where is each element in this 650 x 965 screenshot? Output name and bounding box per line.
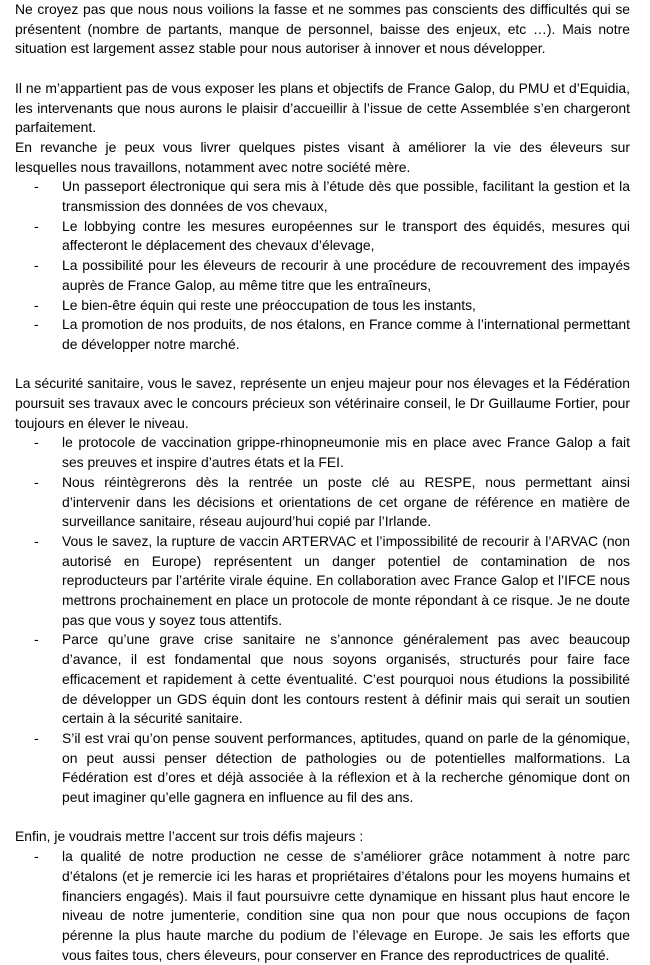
list-item [15, 630, 630, 729]
document-page [15, 0, 630, 965]
list-item [15, 256, 630, 295]
bullet-dash: - [34, 434, 39, 451]
list-item-text: La possibilité pour les éleveurs de recourir à une procédure de recouvrement des impayés auprès de France Galop, au même titre que les entraîneurs, [62, 257, 630, 293]
list-item-text: Le bien-être équin qui reste une préoccupation de tous les instants, [62, 296, 476, 313]
sanitary-paragraph: La sécurité sanitaire, vous le savez, représente un enjeu majeur pour nos élevages et la Fédération poursuit ses travaux avec le concours précieux son vétérinaire conseil, le Dr Guillaume Fortier, pour toujours en élever le niveau. [15, 375, 630, 431]
bullet-dash: - [34, 729, 39, 746]
list-item-text: Vous le savez, la rupture de vaccin ARTERVAC et l’impossibilité de recourir à l’ARVAC (non autorisé en Europe) représentent un danger potentiel de contamination de nos reproducteurs par l’artérite virale équine. En collaboration avec France Galop et l’IFCE nous mettrons prochainement en place un protocole de monte répondant à ce risque. Je ne doute pas que vous y soyez tous attentifs. [62, 532, 630, 628]
breeder-initiatives-list [15, 177, 630, 354]
paragraph-gap [15, 59, 630, 79]
intro-paragraph: Il ne m’appartient pas de vous exposer les plans et objectifs de France Galop, du PMU et d’Equidia, les intervenants que nous aurons le plaisir d’accueillir à l’issue de cette Assemblée s’en chargeront parfaitement. [15, 79, 630, 136]
sanitary-measures-list [15, 433, 630, 807]
list-item-text: Un passeport électronique qui sera mis à l’étude dès que possible, facilitant la gestion et la transmission des données de vos chevaux, [62, 178, 630, 215]
list-item [15, 847, 630, 965]
list-item-text: Nous réintègrerons dès la rentrée un poste clé au RESPE, nous permettant ainsi d’intervenir dans les décisions et orientations de cet organe de référence en matière de surveillance sanitaire, réseau aujourd’hui copié par l’Irlande. [62, 473, 630, 530]
bullet-dash: - [34, 178, 39, 195]
intro-paragraph: Ne croyez pas que nous nous voilions la fasse et ne sommes pas conscients des difficultés qui se présentent (nombre de partants, manque de personnel, baisse des enjeux, etc …). Mais notre situation est largement assez stable pour nous autoriser à innover et nous développer. [15, 1, 630, 57]
list-item-text: La promotion de nos produits, de nos étalons, en France comme à l’international permettant de développer notre marché. [62, 316, 630, 352]
bullet-dash: - [34, 532, 39, 549]
list-item-text: Parce qu’une grave crise sanitaire ne s’annonce généralement pas avec beaucoup d’avance, il est fondamental que nous soyons organisés, structurés pour faire face efficacement et rapidement à cette éventualité. C’est pourquoi nous étudions la possibilité de développer un GDS équin dont les contours restent à définir mais qui serait un soutien certain à la sécurité sanitaire. [62, 631, 630, 727]
list-item [15, 729, 630, 808]
list-item [15, 177, 630, 216]
intro-paragraph: En revanche je peux vous livrer quelques pistes visant à améliorer la vie des éleveurs sur lesquelles nous travaillons, notamment avec notre société mère. [15, 138, 630, 175]
bullet-dash: - [34, 316, 39, 333]
list-item-text: S’il est vrai qu’on pense souvent performances, aptitudes, quand on parle de la génomique, on peut aussi penser détection de pathologies ou de potentielles malformations. La Fédération est d’ores et déjà associée à la réflexion et à la recherche génomique dont on peut imaginer qu’elle gagnera en influence au fil des ans. [62, 729, 630, 806]
bullet-dash: - [34, 473, 39, 490]
list-item-text: Le lobbying contre les mesures européennes sur le transport des équidés, mesures qui affecteront le déplacement des chevaux d’élevage, [62, 217, 630, 254]
list-item [15, 433, 630, 472]
challenges-paragraph: Enfin, je voudrais mettre l’accent sur trois défis majeurs : [15, 828, 364, 845]
list-item [15, 532, 630, 631]
paragraph-gap [15, 355, 630, 375]
list-item [15, 473, 630, 532]
list-item [15, 217, 630, 256]
bullet-dash: - [34, 217, 39, 234]
list-item [15, 296, 630, 316]
list-item-text: le protocole de vaccination grippe-rhinopneumonie mis en place avec France Galop a fait ses preuves et inspire d’autres états et la FEI. [62, 434, 630, 471]
bullet-dash: - [34, 296, 39, 313]
bullet-dash: - [34, 848, 39, 865]
bullet-dash: - [34, 631, 39, 648]
paragraph-gap [15, 808, 630, 828]
list-item [15, 315, 630, 354]
challenges-list [15, 847, 630, 965]
bullet-dash: - [34, 257, 39, 274]
list-item-text: la qualité de notre production ne cesse de s’améliorer grâce notamment à notre parc d’étalons (et je remercie ici les haras et propriétaires d’étalons pour les moyens humains et financiers engagés). Mais il faut poursuivre cette dynamique en hissant plus haut encore le niveau de notre jumenterie, condition sine qua non pour que nous occupions de façon pérenne la plus haute marche du podium de l’élevage en Europe. Je sais les efforts que vous faites tous, chers éleveurs, pour conserver en France des reproductrices de qualité. [62, 848, 630, 963]
